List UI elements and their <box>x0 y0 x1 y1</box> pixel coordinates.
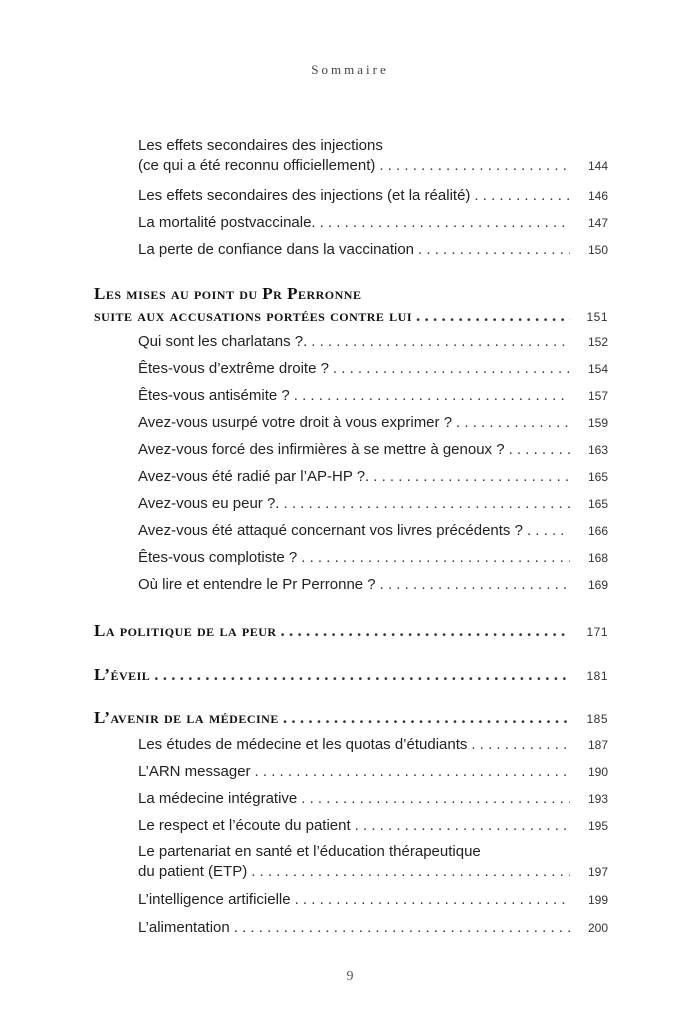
toc-entry[interactable] <box>138 494 608 514</box>
toc-entry-text: Avez-vous usurpé votre droit à vous exprimer ? <box>138 414 453 431</box>
toc-entry[interactable] <box>138 136 608 176</box>
toc-entry[interactable] <box>138 548 608 568</box>
page-number: 200 <box>587 921 608 935</box>
page-number: 165 <box>587 497 608 511</box>
toc-entry-text: Le respect et l’écoute du patient <box>138 817 351 834</box>
toc-entry-text: Avez-vous été radié par l’AP-HP ?. <box>138 468 370 485</box>
toc-entry-text: Les effets secondaires des injections (et la réalité) <box>138 187 471 204</box>
toc-entry-text: Avez-vous été attaqué concernant vos livres précédents ? <box>138 522 523 539</box>
page-number: 168 <box>587 551 608 565</box>
running-header: Sommaire <box>311 62 389 77</box>
toc-entry[interactable] <box>138 918 608 938</box>
chapter-heading[interactable] <box>94 620 608 643</box>
page-number: 199 <box>587 893 608 907</box>
toc-entry-text: Les études de médecine et les quotas d’étudiants <box>138 736 468 753</box>
toc-entry-text: Avez-vous eu peur ?. <box>138 495 280 512</box>
toc-entry-text: Avez-vous forcé des infirmières à se mettre à genoux ? <box>138 441 505 458</box>
chapter-title: La politique de la peur <box>94 621 277 640</box>
page-number: 163 <box>587 443 608 457</box>
toc-entry-text: La perte de confiance dans la vaccination <box>138 241 415 258</box>
toc-entry[interactable] <box>138 575 608 595</box>
toc-entry[interactable] <box>138 842 608 882</box>
folio: 9 <box>346 969 354 984</box>
toc-entry-text: Où lire et entendre le Pr Perronne ? <box>138 576 376 593</box>
page-number: 185 <box>586 712 608 726</box>
page-number: 195 <box>587 819 608 833</box>
page-number: 193 <box>587 792 608 806</box>
page-number: 159 <box>587 416 608 430</box>
toc-entry[interactable] <box>138 413 608 433</box>
toc-entry-line2: (ce qui a été reconnu officiellement) <box>138 157 376 174</box>
toc-entry[interactable] <box>138 186 608 206</box>
toc-entry-text: L’alimentation <box>138 919 230 936</box>
toc-entry[interactable] <box>138 332 608 352</box>
toc-entry[interactable] <box>138 359 608 379</box>
toc-entry-text: L’intelligence artificielle <box>138 891 291 908</box>
chapter-title-line2: suite aux accusations portées contre lui <box>94 306 412 325</box>
chapter-title: L’avenir de la médecine <box>94 708 279 727</box>
toc-entry-line1: Les effets secondaires des injections <box>138 137 383 154</box>
page-number: 197 <box>587 865 608 879</box>
page-number: 147 <box>587 216 608 230</box>
chapter-title: L’éveil <box>94 665 151 684</box>
page-number: 181 <box>586 669 608 683</box>
chapter-title-line1: Les mises au point du Pr Perronne <box>94 284 362 303</box>
page-number: 152 <box>587 335 608 349</box>
page-number: 146 <box>587 189 608 203</box>
toc-entry-text: Êtes-vous antisémite ? <box>138 387 290 404</box>
toc-entry[interactable] <box>138 735 608 755</box>
page-number: 165 <box>587 470 608 484</box>
page-number: 150 <box>587 243 608 257</box>
toc-entry[interactable] <box>138 789 608 809</box>
page-number: 169 <box>587 578 608 592</box>
toc-entry-text: L’ARN messager <box>138 763 251 780</box>
toc-entry-line2: du patient (ETP) <box>138 863 248 880</box>
toc-entry[interactable] <box>138 890 608 910</box>
chapter-heading[interactable] <box>94 707 608 730</box>
toc-entry-text: La médecine intégrative <box>138 790 298 807</box>
page-number: 190 <box>587 765 608 779</box>
chapter-heading[interactable] <box>94 664 608 687</box>
page-number: 166 <box>587 524 608 538</box>
toc-entry-text: Qui sont les charlatans ?. <box>138 333 308 350</box>
page-number: 157 <box>587 389 608 403</box>
toc-entry[interactable] <box>138 440 608 460</box>
page-number: 151 <box>586 310 608 324</box>
page-number: 171 <box>586 625 608 639</box>
toc-entry[interactable] <box>138 521 608 541</box>
toc-entry[interactable] <box>138 386 608 406</box>
toc-entry[interactable] <box>138 467 608 487</box>
toc-entry-text: La mortalité postvaccinale. <box>138 214 316 231</box>
toc-entry-line1: Le partenariat en santé et l’éducation thérapeutique <box>138 843 481 860</box>
page-number: 154 <box>587 362 608 376</box>
toc-entry[interactable] <box>138 240 608 260</box>
page-number: 187 <box>587 738 608 752</box>
toc-entry[interactable] <box>138 213 608 233</box>
chapter-heading[interactable] <box>94 283 608 328</box>
toc-entry-text: Êtes-vous d’extrême droite ? <box>138 360 329 377</box>
toc-entry[interactable] <box>138 762 608 782</box>
toc-entry[interactable] <box>138 816 608 836</box>
page-number: 144 <box>587 159 608 173</box>
toc-entry-text: Êtes-vous complotiste ? <box>138 549 298 566</box>
